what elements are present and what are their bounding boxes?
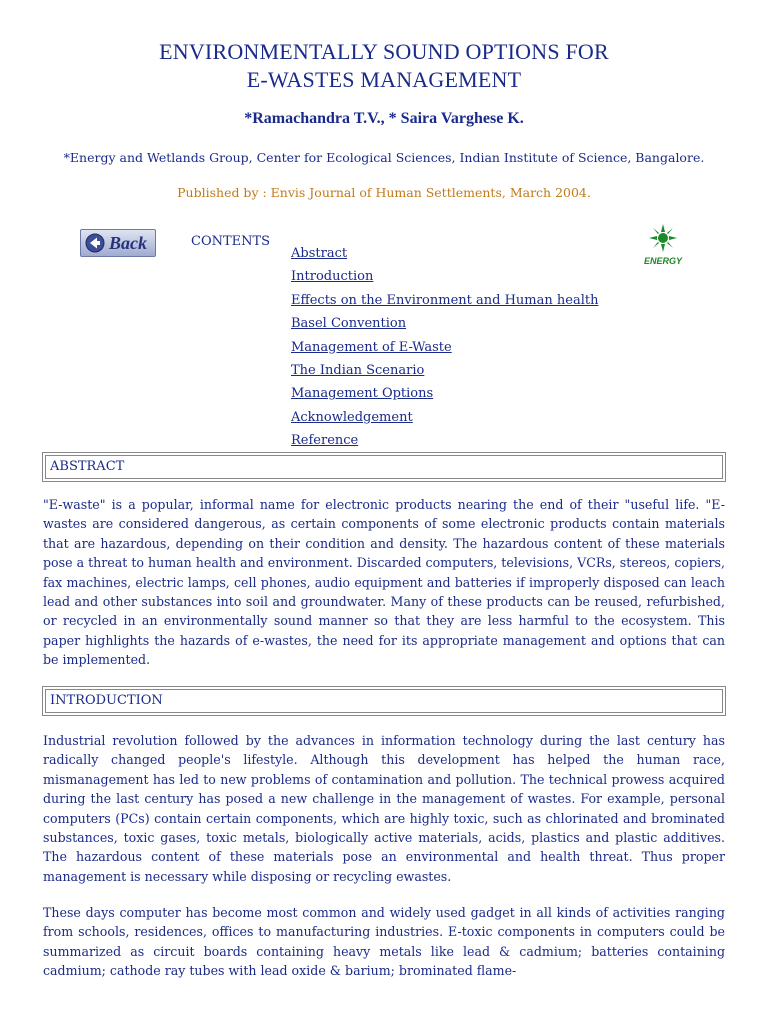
toc-link-effects[interactable]: Effects on the Environment and Human health	[291, 292, 599, 308]
toc-link-management[interactable]: Management of E-Waste	[291, 339, 452, 355]
toc-item	[291, 242, 598, 265]
toc-link-management-options[interactable]: Management Options	[291, 386, 434, 402]
toc-item	[291, 359, 598, 382]
abstract-paragraph: "E-waste" is a popular, informal name for electronic products nearing the end of their "useful life. "E-wastes are considered dangerous, as certain components of some electronic products contain materials that are hazardous, depending on their condition and density. The hazardous content of these materials pose a threat to human health and environment. Discarded computers, televisions, VCRs, stereos, copiers, fax machines, electric lamps, cell phones, audio equipment and batteries if improperly disposed can leach lead and other substances into soil and groundwater. Many of these products can be reused, refurbished, or recycled in an environmentally sound manner so that they are less harmful to the ecosystem. This paper highlights the hazards of e-wastes, the need for its appropriate management and options that can be implemented.	[43, 497, 725, 668]
toc-link-indian-scenario[interactable]: The Indian Scenario	[291, 362, 425, 378]
toc-item	[291, 336, 598, 359]
toc-link-introduction[interactable]: Introduction	[291, 269, 374, 285]
table-of-contents	[291, 242, 598, 453]
toc-item	[291, 265, 598, 288]
affiliation: *Energy and Wetlands Group, Center for Ecological Sciences, Indian Institute of Science, Bangalore.	[63, 150, 705, 165]
energy-sun-icon	[648, 223, 678, 253]
energy-logo	[636, 223, 690, 268]
introduction-heading-box	[42, 686, 726, 716]
page-title	[0, 38, 768, 94]
toc-link-reference[interactable]: Reference	[291, 433, 359, 449]
toc-item	[291, 312, 598, 335]
title-line-1: ENVIRONMENTALLY SOUND OPTIONS FOR	[159, 39, 609, 64]
energy-logo-text: ENERGY	[643, 256, 682, 266]
toc-link-basel[interactable]: Basel Convention	[291, 316, 407, 332]
toc-item	[291, 289, 598, 312]
toc-item	[291, 382, 598, 405]
back-arrow-icon	[85, 233, 105, 253]
contents-label: CONTENTS	[191, 234, 271, 249]
toc-link-acknowledgement[interactable]: Acknowledgement	[291, 409, 413, 425]
introduction-paragraph-1: Industrial revolution followed by the advances in information technology during the last century has radically changed people's lifestyle. Although this development has helped the human race, mismanagement has led to new problems of contamination and pollution. The technical prowess acquired during the last century has posed a new challenge in the management of wastes. For example, personal computers (PCs) contain certain components, which are highly toxic, such as chlorinated and brominated substances, toxic gases, toxic metals, biologically active materials, acids, plastics and plastic additives. The hazardous content of these materials pose an environmental and health threat. Thus proper management is necessary while disposing or recycling ewastes.	[43, 733, 725, 884]
authors: *Ramachandra T.V., * Saira Varghese K.	[244, 110, 524, 127]
abstract-heading: ABSTRACT	[45, 455, 723, 479]
published-line: Published by : Envis Journal of Human Settlements, March 2004.	[177, 185, 591, 200]
toc-item	[291, 429, 598, 452]
introduction-heading: INTRODUCTION	[45, 689, 723, 713]
introduction-paragraph-2: These days computer has become most common and widely used gadget in all kinds of activities ranging from schools, residences, offices to manufacturing industries. E-toxic components in computers could be summarized as circuit boards containing heavy metals like lead & cadmium; batteries containing cadmium; cathode ray tubes with lead oxide & barium; brominated flame-	[43, 905, 725, 979]
back-button-label: Back	[109, 232, 147, 253]
toc-item	[291, 406, 598, 429]
abstract-heading-box	[42, 452, 726, 482]
back-button[interactable]	[80, 229, 156, 257]
title-line-2: E-WASTES MANAGEMENT	[246, 67, 522, 92]
toc-link-abstract[interactable]: Abstract	[291, 246, 348, 261]
